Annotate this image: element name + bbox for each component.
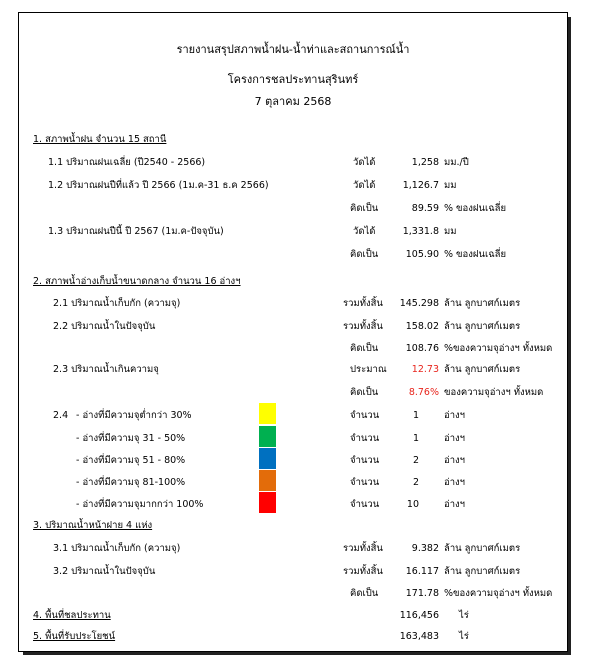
row-3-2-label: 3.2 ปริมาณน้ำในปัจจุบัน <box>53 566 156 577</box>
row-2-1-key: รวมทั้งสิ้น <box>343 298 383 309</box>
row-1-2b-value: 89.59 <box>411 203 439 214</box>
row-1-3b-key: คิดเป็น <box>350 249 379 260</box>
row-1-2-unit: มม <box>444 180 457 191</box>
level-key: จำนวน <box>350 499 380 510</box>
irrigated-area-unit: ไร่ <box>459 610 469 621</box>
section-2-heading: 2. สภาพน้ำอ่างเก็บน้ำขนาดกลาง จำนวน 16 อ่างฯ <box>33 276 241 287</box>
row-1-2-key: วัดได้ <box>353 180 376 191</box>
report-title: รายงานสรุปสภาพน้ำฝน-น้ำท่าและสถานการณ์น้ำ <box>176 43 410 56</box>
level-unit: อ่างฯ <box>444 410 466 421</box>
row-2-2b-value: 108.76 <box>405 343 439 354</box>
level-unit: อ่างฯ <box>444 433 466 444</box>
irrigated-area-value: 116,456 <box>399 610 439 621</box>
section-4-heading: 4. พื้นที่ชลประทาน <box>33 610 111 621</box>
level-label: - อ่างที่มีความจุมากกว่า 100% <box>76 499 204 510</box>
level-unit: อ่างฯ <box>444 455 466 466</box>
row-1-3-value: 1,331.8 <box>402 226 439 237</box>
row-3-2-key: รวมทั้งสิ้น <box>343 566 383 577</box>
row-2-2-value: 158.02 <box>405 321 439 332</box>
row-1-3b-value: 105.90 <box>405 249 439 260</box>
row-3-1-unit: ล้าน ลูกบาศก์เมตร <box>444 543 521 554</box>
level-key: จำนวน <box>350 410 380 421</box>
level-unit: อ่างฯ <box>444 477 466 488</box>
row-2-1-label: 2.1 ปริมาณน้ำเก็บกัก (ความจุ) <box>53 298 181 309</box>
level-color-swatch <box>259 448 276 469</box>
row-1-1-label: 1.1 ปริมาณฝนเฉลี่ย (ปี2540 - 2566) <box>48 157 206 168</box>
section-3-heading: 3. ปริมาณน้ำหน้าฝาย 4 แห่ง <box>33 520 153 531</box>
level-count: 2 <box>412 477 419 488</box>
level-unit: อ่างฯ <box>444 499 466 510</box>
level-count: 10 <box>406 499 419 510</box>
row-1-1-key: วัดได้ <box>353 157 376 168</box>
row-3-1-key: รวมทั้งสิ้น <box>343 543 383 554</box>
row-2-2b-unit: %ของความจุอ่างฯ ทั้งหมด <box>444 343 553 354</box>
benefit-area-unit: ไร่ <box>459 631 469 642</box>
row-2-3-key: ประมาณ <box>350 364 387 375</box>
level-label: - อ่างที่มีความจุ 81-100% <box>76 477 186 488</box>
level-key: จำนวน <box>350 433 380 444</box>
row-2-2-key: รวมทั้งสิ้น <box>343 321 383 332</box>
row-1-3-label: 1.3 ปริมาณฝนปีนี้ ปี 2567 (1ม.ค-ปัจจุบัน) <box>48 226 224 237</box>
row-3-2b-unit: %ของความจุอ่างฯ ทั้งหมด <box>444 588 553 599</box>
row-2-2-unit: ล้าน ลูกบาศก์เมตร <box>444 321 521 332</box>
row-1-2-label: 1.2 ปริมาณฝนปีที่แล้ว ปี 2566 (1ม.ค-31 ธ.ค 2566) <box>48 180 269 191</box>
row-3-2b-value: 171.78 <box>405 588 439 599</box>
row-2-3-label: 2.3 ปริมาณน้ำเกินความจุ <box>53 364 159 375</box>
row-1-1-value: 1,258 <box>411 157 439 168</box>
level-count: 1 <box>412 410 419 421</box>
row-3-2-value: 16.117 <box>405 566 439 577</box>
report-frame <box>18 12 568 652</box>
level-color-swatch <box>259 492 276 513</box>
row-1-3-key: วัดได้ <box>353 226 376 237</box>
row-1-2b-unit: % ของฝนเฉลี่ย <box>444 203 507 214</box>
level-label: - อ่างที่มีความจุ 51 - 80% <box>76 455 186 466</box>
row-2-2b-key: คิดเป็น <box>350 343 379 354</box>
row-1-3-unit: มม <box>444 226 457 237</box>
row-2-1-value: 145.298 <box>399 298 439 309</box>
row-2-3-value: 12.73 <box>411 364 439 375</box>
row-2-2-label: 2.2 ปริมาณน้ำในปัจจุบัน <box>53 321 156 332</box>
level-count: 1 <box>412 433 419 444</box>
row-2-3b-key: คิดเป็น <box>350 387 379 398</box>
row-1-3b-unit: % ของฝนเฉลี่ย <box>444 249 507 260</box>
row-3-1-value: 9.382 <box>411 543 439 554</box>
project-name: โครงการชลประทานสุรินทร์ <box>227 73 359 86</box>
level-color-swatch <box>259 403 276 424</box>
section-1-heading: 1. สภาพน้ำฝน จำนวน 15 สถานี <box>33 134 167 145</box>
row-3-1-label: 3.1 ปริมาณน้ำเก็บกัก (ความจุ) <box>53 543 181 554</box>
level-key: จำนวน <box>350 455 380 466</box>
benefit-area-value: 163,483 <box>399 631 439 642</box>
level-label: - อ่างที่มีความจุต่ำกว่า 30% <box>76 410 192 421</box>
section-5-heading: 5. พื้นที่รับประโยชน์ <box>33 631 116 642</box>
level-color-swatch <box>259 426 276 447</box>
report-date: 7 ตุลาคม 2568 <box>254 95 332 108</box>
level-color-swatch <box>259 470 276 491</box>
row-2-4-number: 2.4 <box>53 410 69 421</box>
level-key: จำนวน <box>350 477 380 488</box>
row-3-2-unit: ล้าน ลูกบาศก์เมตร <box>444 566 521 577</box>
row-1-1-unit: มม./ปี <box>444 157 469 168</box>
level-count: 2 <box>412 455 419 466</box>
row-2-3-unit: ล้าน ลูกบาศก์เมตร <box>444 364 521 375</box>
level-label: - อ่างที่มีความจุ 31 - 50% <box>76 433 186 444</box>
row-1-2-value: 1,126.7 <box>402 180 439 191</box>
row-2-3b-unit: ของความจุอ่างฯ ทั้งหมด <box>444 387 544 398</box>
row-1-2b-key: คิดเป็น <box>350 203 379 214</box>
row-3-2b-key: คิดเป็น <box>350 588 379 599</box>
row-2-3b-value: 8.76% <box>408 387 439 398</box>
row-2-1-unit: ล้าน ลูกบาศก์เมตร <box>444 298 521 309</box>
